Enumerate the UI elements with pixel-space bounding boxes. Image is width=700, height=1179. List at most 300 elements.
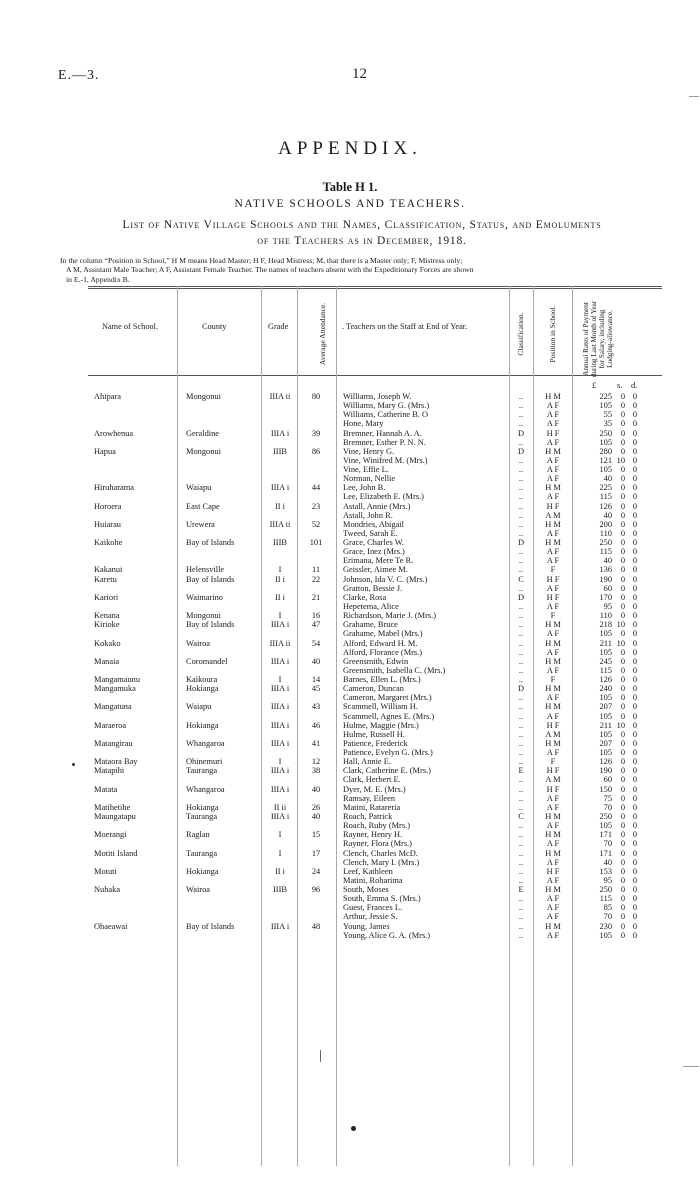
position-value: A F: [546, 802, 560, 812]
classification-value: ..: [518, 793, 524, 803]
position-value: H F: [546, 574, 560, 584]
position-value: A F: [546, 583, 560, 593]
classification-value: ..: [518, 857, 524, 867]
position-value: H M: [545, 620, 561, 630]
county-name: Tauranga: [186, 811, 218, 821]
position-value: A F: [546, 665, 560, 675]
county-name: Bay of Islands: [186, 620, 235, 630]
teacher-name: Bremner, Esther P. N. N.: [343, 437, 426, 447]
salary-pence: 0: [632, 875, 637, 885]
salary-pounds: 250: [599, 811, 612, 821]
salary-pence: 0: [632, 647, 637, 657]
table-description-line-2: of the Teachers as in December, 1918.: [257, 235, 467, 247]
classification-value: ..: [518, 629, 524, 639]
salary-pounds: 171: [599, 848, 612, 858]
position-value: H F: [546, 501, 560, 511]
salary-shillings: 0: [620, 921, 625, 931]
salary-shillings: 0: [620, 839, 625, 849]
currency-shillings: s.: [617, 380, 623, 390]
county-name: Mongonui: [186, 392, 221, 401]
school-name: Hiruharama: [94, 483, 134, 493]
teacher-name: Clench, Mary I. (Mrs.): [343, 857, 420, 867]
teacher-name: Cameron, Duncan: [343, 684, 404, 694]
grade-value: IIIA ii: [269, 519, 291, 529]
salary-shillings: 0: [620, 830, 625, 840]
teacher-name: Roach, Ruby (Mrs.): [343, 821, 410, 831]
salary-shillings: 0: [620, 446, 625, 456]
salary-pence: 0: [632, 419, 637, 429]
position-value: H M: [545, 830, 561, 840]
school-name: Motuti: [94, 866, 117, 876]
position-value: A F: [546, 410, 560, 420]
teacher-name: Geissler, Aimee M.: [343, 565, 408, 575]
classification-value: ..: [518, 821, 524, 831]
attendance-value: 15: [311, 830, 321, 840]
school-name: Kakanui: [94, 565, 123, 575]
school-name: Manaia: [94, 656, 120, 666]
classification-value: ..: [518, 601, 524, 611]
classification-value: ..: [518, 392, 524, 401]
county-name: Geraldine: [186, 428, 220, 438]
position-value: H F: [546, 592, 560, 602]
school-name: Arowhenua: [94, 428, 134, 438]
salary-pence: 0: [632, 757, 637, 767]
teacher-name: Williams, Catherine B. O: [343, 410, 429, 420]
teacher-name: Matini, Roharima: [343, 875, 403, 885]
salary-pounds: 225: [599, 483, 612, 493]
classification-value: ..: [518, 711, 524, 721]
teacher-name: Hulme, Russell H.: [343, 729, 405, 739]
salary-shillings: 0: [620, 401, 625, 411]
salary-shillings: 0: [620, 766, 625, 776]
teacher-name: Grace, Charles W.: [343, 538, 404, 548]
salary-pence: 0: [632, 392, 637, 401]
salary-pence: 0: [632, 766, 637, 776]
salary-shillings: 0: [620, 410, 625, 420]
salary-shillings: 10: [616, 720, 625, 730]
salary-pounds: 250: [599, 428, 612, 438]
salary-shillings: 0: [620, 547, 625, 557]
salary-pounds: 105: [599, 693, 612, 703]
position-value: A F: [546, 857, 560, 867]
salary-pence: 0: [632, 784, 637, 794]
salary-pounds: 105: [599, 629, 612, 639]
salary-pounds: 200: [599, 519, 612, 529]
salary-pounds: 280: [599, 446, 612, 456]
teacher-name: Patience, Frederick: [343, 738, 408, 748]
salary-pounds: 207: [599, 738, 612, 748]
teacher-name: Lee, John B.: [343, 483, 386, 493]
classification-value: ..: [518, 830, 524, 840]
salary-pounds: 250: [599, 538, 612, 548]
salary-shillings: 0: [620, 693, 625, 703]
classification-value: ..: [518, 675, 524, 685]
teacher-name: Scammell, Agnes E. (Mrs.): [343, 711, 435, 721]
classification-value: ..: [518, 437, 524, 447]
header-school: Name of School.: [102, 322, 158, 331]
position-value: A F: [546, 647, 560, 657]
position-value: A F: [546, 693, 560, 703]
salary-pounds: 126: [599, 501, 612, 511]
salary-shillings: 0: [620, 729, 625, 739]
county-name: Kaikoura: [186, 675, 218, 685]
salary-pounds: 126: [599, 675, 612, 685]
teacher-name: Clarke, Rosa: [343, 592, 387, 602]
position-value: F: [550, 757, 556, 767]
salary-shillings: 0: [620, 501, 625, 511]
classification-value: ..: [518, 465, 524, 475]
salary-pounds: 170: [599, 592, 612, 602]
classification-value: ..: [518, 738, 524, 748]
classification-value: ..: [518, 866, 524, 876]
salary-pence: 0: [632, 547, 637, 557]
position-value: H F: [546, 766, 560, 776]
salary-pounds: 153: [599, 866, 612, 876]
salary-pounds: 40: [603, 556, 612, 566]
position-value: H M: [545, 684, 561, 694]
position-value: A F: [546, 821, 560, 831]
position-value: A F: [546, 930, 560, 940]
county-name: Wairoa: [186, 638, 210, 648]
salary-shillings: 0: [620, 784, 625, 794]
school-name: Maungatapu: [94, 811, 136, 821]
county-name: Raglan: [186, 830, 210, 840]
table-subtitle: NATIVE SCHOOLS AND TEACHERS.: [234, 198, 466, 210]
teacher-name: Williams, Joseph W.: [343, 392, 412, 401]
county-name: Mongonui: [186, 446, 221, 456]
teacher-name: Norman, Nellie: [343, 474, 396, 484]
salary-shillings: 0: [620, 748, 625, 758]
teacher-name: Vine, Winifred M. (Mrs.): [343, 455, 428, 465]
classification-value: ..: [518, 474, 524, 484]
grade-value: IIIA i: [270, 720, 290, 730]
classification-value: ..: [518, 519, 524, 529]
position-value: A F: [546, 903, 560, 913]
salary-pounds: 121: [599, 455, 612, 465]
salary-pence: 0: [632, 401, 637, 411]
school-name: Horoera: [94, 501, 122, 511]
teacher-name: Erimana, Mere Te R.: [343, 556, 414, 566]
school-name: Kaikohe: [94, 538, 123, 548]
position-value: A F: [546, 711, 560, 721]
position-value: A F: [546, 894, 560, 904]
salary-pence: 0: [632, 492, 637, 502]
header-classification: Classification.: [516, 312, 525, 356]
classification-value: ..: [518, 729, 524, 739]
classification-value: ..: [518, 775, 524, 785]
teacher-name: Clench, Charles McD.: [343, 848, 418, 858]
grade-value: IIIA i: [270, 738, 290, 748]
teacher-name: Gratton, Bessie J.: [343, 583, 403, 593]
teacher-name: Alford, Florance (Mrs.): [343, 647, 423, 657]
classification-value: D: [517, 538, 525, 548]
salary-pence: 0: [632, 711, 637, 721]
salary-shillings: 0: [620, 556, 625, 566]
grade-value: IIIA i: [270, 784, 290, 794]
salary-pounds: 60: [603, 775, 612, 785]
salary-pence: 0: [632, 455, 637, 465]
school-name: Nuhaka: [94, 885, 121, 895]
school-name: Mangatuna: [94, 702, 132, 712]
position-value: H M: [545, 848, 561, 858]
position-value: A F: [546, 601, 560, 611]
classification-value: ..: [518, 693, 524, 703]
county-name: Urewera: [186, 519, 215, 529]
position-value: A F: [546, 419, 560, 429]
classification-value: ..: [518, 647, 524, 657]
county-name: Bay of Islands: [186, 921, 235, 931]
teacher-name: Dyer, M. E. (Mrs.): [343, 784, 406, 794]
position-value: H M: [545, 702, 561, 712]
position-value: H M: [545, 738, 561, 748]
position-value: A F: [546, 839, 560, 849]
salary-pounds: 70: [603, 802, 612, 812]
header-salary: Annual Rates of Payment during Last Month of Year for Salary, including Lodging-allowance.: [582, 300, 614, 378]
salary-pence: 0: [632, 446, 637, 456]
salary-pounds: 105: [599, 729, 612, 739]
salary-pounds: 105: [599, 647, 612, 657]
position-value: A F: [546, 492, 560, 502]
county-name: Hokianga: [186, 802, 219, 812]
salary-shillings: 0: [620, 903, 625, 913]
attendance-value: 45: [311, 684, 321, 694]
document-reference: E.—3.: [58, 68, 100, 83]
school-name: Moerangi: [94, 830, 127, 840]
position-value: A F: [546, 629, 560, 639]
salary-pounds: 95: [603, 601, 612, 611]
salary-pounds: 218: [599, 620, 612, 630]
county-name: Waiapu: [186, 702, 212, 712]
currency-pounds: £: [592, 380, 597, 390]
teacher-name: Mondries, Abigail: [343, 519, 404, 529]
currency-pence: d.: [631, 380, 638, 390]
salary-pounds: 190: [599, 574, 612, 584]
salary-pounds: 110: [599, 528, 612, 538]
classification-value: ..: [518, 912, 524, 922]
table-description-line-1: List of Native Village Schools and the Names, Classification, Status, and Emoluments: [122, 219, 602, 231]
salary-shillings: 0: [620, 656, 625, 666]
teacher-name: Arthur, Jessie S.: [343, 912, 398, 922]
salary-pounds: 105: [599, 437, 612, 447]
salary-pounds: 211: [599, 638, 612, 648]
attendance-value: 16: [311, 611, 321, 621]
county-name: Mongonui: [186, 611, 221, 621]
attendance-value: 23: [311, 501, 321, 511]
salary-pounds: 150: [599, 784, 612, 794]
position-value: H M: [545, 638, 561, 648]
grade-value: IIIA i: [270, 766, 290, 776]
salary-pence: 0: [632, 474, 637, 484]
classification-value: ..: [518, 875, 524, 885]
salary-shillings: 10: [616, 638, 625, 648]
classification-value: E: [518, 885, 524, 895]
salary-pence: 0: [632, 601, 637, 611]
county-name: Waiapu: [186, 483, 212, 493]
attendance-value: 40: [311, 811, 321, 821]
teacher-name: Grahame, Bruce: [343, 620, 398, 630]
salary-shillings: 0: [620, 912, 625, 922]
attendance-value: 40: [311, 784, 321, 794]
salary-shillings: 0: [620, 811, 625, 821]
salary-shillings: 0: [620, 565, 625, 575]
salary-pence: 0: [632, 793, 637, 803]
teacher-name: Matini, Ratareria: [343, 802, 401, 812]
teacher-name: Young, Alice G. A. (Mrs.): [343, 930, 431, 940]
county-name: Hokianga: [186, 866, 219, 876]
school-name: Kokako: [94, 638, 121, 648]
salary-pence: 0: [632, 538, 637, 548]
teacher-name: Young, James: [343, 921, 390, 931]
classification-value: ..: [518, 483, 524, 493]
teacher-name: Greensmith, Isabella C. (Mrs.): [343, 665, 446, 675]
county-name: Tauranga: [186, 848, 218, 858]
school-name: Kirioke: [94, 620, 120, 630]
school-name: Mangamaunu: [94, 675, 141, 685]
county-name: Ohinemuri: [186, 757, 223, 767]
attendance-value: 26: [311, 802, 321, 812]
salary-pounds: 115: [599, 894, 612, 904]
salary-pence: 0: [632, 465, 637, 475]
salary-shillings: 0: [620, 583, 625, 593]
grade-value: I: [278, 848, 282, 858]
teacher-name: Hall, Annie E.: [343, 757, 391, 767]
salary-pence: 0: [632, 821, 637, 831]
school-name: Karetu: [94, 574, 117, 584]
classification-value: ..: [518, 784, 524, 794]
salary-shillings: 10: [616, 455, 625, 465]
teacher-name: Grahame, Mabel (Mrs.): [343, 629, 423, 639]
salary-pence: 0: [632, 693, 637, 703]
classification-value: ..: [518, 702, 524, 712]
position-value: H M: [545, 483, 561, 493]
salary-pounds: 190: [599, 766, 612, 776]
salary-pence: 0: [632, 437, 637, 447]
teacher-name: Rayner, Flora (Mrs.): [343, 839, 412, 849]
salary-shillings: 0: [620, 684, 625, 694]
salary-pounds: 95: [603, 875, 612, 885]
salary-pence: 0: [632, 611, 637, 621]
county-name: Hokianga: [186, 720, 219, 730]
grade-value: II i: [275, 866, 285, 876]
grade-value: IIIA i: [270, 811, 290, 821]
school-name: Huiarau: [94, 519, 121, 529]
salary-pence: 0: [632, 729, 637, 739]
classification-value: ..: [518, 802, 524, 812]
position-value: F: [550, 611, 556, 621]
position-value: A F: [546, 875, 560, 885]
classification-value: ..: [518, 757, 524, 767]
column-end-mark: [320, 1050, 321, 1062]
position-value: A F: [546, 528, 560, 538]
position-value: A F: [546, 455, 560, 465]
salary-pence: 0: [632, 802, 637, 812]
salary-pence: 0: [632, 501, 637, 511]
header-attendance: Average Attendance.: [318, 302, 327, 366]
salary-pounds: 40: [603, 857, 612, 867]
salary-shillings: 0: [620, 802, 625, 812]
grade-value: IIIA i: [270, 684, 290, 694]
attendance-value: 39: [311, 428, 321, 438]
teacher-name: Cameron, Margaret (Mrs.): [343, 693, 432, 703]
salary-pence: 0: [632, 857, 637, 867]
position-value: A M: [545, 510, 561, 520]
salary-pence: 0: [632, 738, 637, 748]
grade-value: II i: [275, 574, 285, 584]
column-note-line-1: In the column “Position in School,” H M means Head Master; H F, Head Mistress; M, that there is a Master only; F, Mistress only;: [60, 256, 463, 265]
attendance-value: 12: [311, 757, 321, 767]
position-value: A F: [546, 401, 560, 411]
teacher-name: Ramsay, Eileen: [343, 793, 396, 803]
margin-bullet: [72, 763, 75, 766]
page-number: 12: [352, 66, 367, 82]
salary-pence: 0: [632, 903, 637, 913]
grade-value: IIIA ii: [269, 638, 291, 648]
attendance-value: 47: [311, 620, 321, 630]
county-name: Waimarino: [186, 592, 223, 602]
grade-value: I: [278, 611, 282, 621]
classification-value: ..: [518, 720, 524, 730]
salary-shillings: 0: [620, 885, 625, 895]
salary-pence: 0: [632, 912, 637, 922]
salary-pounds: 250: [599, 885, 612, 895]
salary-pounds: 105: [599, 748, 612, 758]
grade-value: II i: [275, 501, 285, 511]
salary-shillings: 0: [620, 538, 625, 548]
classification-value: ..: [518, 547, 524, 557]
attendance-value: 48: [311, 921, 321, 931]
grade-value: II i: [275, 592, 285, 602]
salary-pence: 0: [632, 629, 637, 639]
salary-shillings: 0: [620, 437, 625, 447]
salary-pence: 0: [632, 519, 637, 529]
salary-pence: 0: [632, 894, 637, 904]
header-county: County: [202, 322, 227, 331]
classification-value: ..: [518, 930, 524, 940]
position-value: H M: [545, 538, 561, 548]
attendance-value: 41: [311, 738, 321, 748]
classification-value: C: [518, 811, 524, 821]
salary-pence: 0: [632, 885, 637, 895]
teacher-name: Guest, Frances L.: [343, 903, 403, 913]
classification-value: D: [517, 592, 525, 602]
teacher-name: Williams, Mary G. (Mrs.): [343, 401, 430, 411]
salary-pounds: 115: [599, 665, 612, 675]
salary-shillings: 0: [620, 629, 625, 639]
salary-pounds: 40: [603, 474, 612, 484]
teacher-name: Hepetema, Alice: [343, 601, 399, 611]
salary-shillings: 0: [620, 528, 625, 538]
teacher-name: Scammell, William H.: [343, 702, 418, 712]
header-position: Position in School.: [548, 305, 557, 363]
salary-shillings: 0: [620, 483, 625, 493]
salary-shillings: 0: [620, 465, 625, 475]
salary-shillings: 0: [620, 474, 625, 484]
salary-shillings: 0: [620, 419, 625, 429]
position-value: H F: [546, 784, 560, 794]
classification-value: C: [518, 574, 524, 584]
grade-value: IIIA i: [270, 921, 290, 931]
column-note-line-3: in E.-1, Appendix B.: [66, 274, 130, 284]
bottom-ornament: [351, 1126, 356, 1131]
position-value: H M: [545, 392, 561, 401]
teacher-name: Clark, Catherine E. (Mrs.): [343, 766, 431, 776]
salary-shillings: 0: [620, 711, 625, 721]
salary-pounds: 105: [599, 401, 612, 411]
salary-pence: 0: [632, 410, 637, 420]
salary-pence: 0: [632, 830, 637, 840]
teacher-name: Astall, Annie (Mrs.): [343, 501, 411, 511]
salary-pounds: 126: [599, 757, 612, 767]
